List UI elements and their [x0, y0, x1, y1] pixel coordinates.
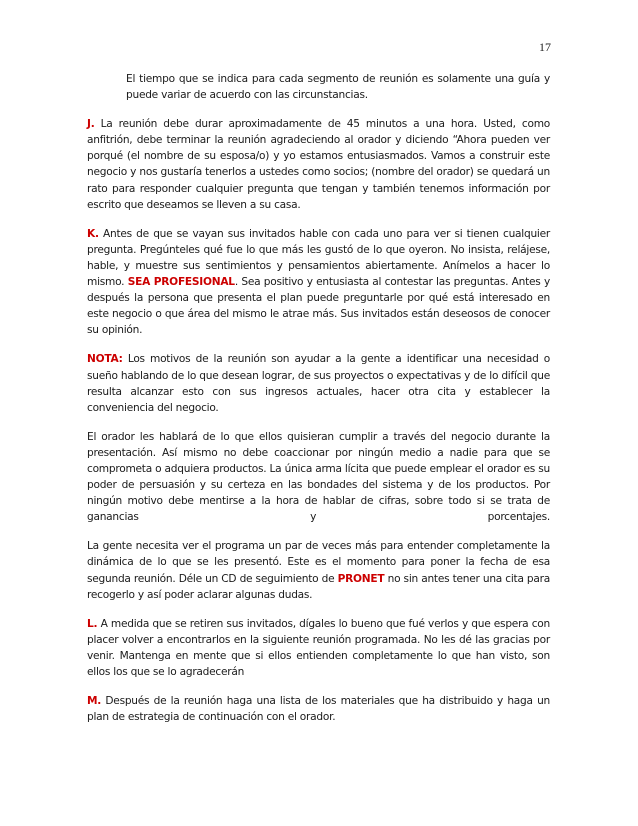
- section-label-m: M.: [87, 695, 102, 708]
- pronet-brand: PRONET: [337, 572, 385, 585]
- sea-profesional-emphasis: SEA PROFESIONAL: [127, 276, 235, 289]
- page-number: 17: [539, 40, 551, 54]
- intro-paragraph: El tiempo que se indica para cada segmento de reunión es solamente una guía y puede variar de acuerdo con las circunstancias.: [126, 73, 550, 102]
- paragraph-l: [87, 616, 550, 680]
- nota-label: NOTA:: [87, 353, 123, 366]
- paragraph-gente: [87, 538, 550, 602]
- paragraph-nota: [87, 351, 550, 415]
- paragraph-j-text: La reunión debe durar aproximadamente de 45 minutos a una hora. Usted, como anfitrión, debe terminar la reunión agradeciendo al orador y diciendo “Ahora pueden ver porqué (el nombre de su esposa/o) y yo estamos entusiasmados. Vamos a construir este negocio y nos gustaría tenerlos a ustedes como socios; (nombre del orador) se quedará un rato para responder cualquier pregunta que tengan y también tenemos información por escrito que deseamos se lleven a su casa.: [87, 118, 550, 211]
- paragraph-j: [87, 116, 550, 213]
- paragraph-l-text: A medida que se retiren sus invitados, dígales lo bueno que fué verlos y que espera con placer volver a encontrarlos en la siguiente reunión programada. No les dé las gracias por venir. Mantenga en mente que si ellos entienden completamente lo que han visto, son ellos los que se lo agradecerán: [87, 617, 550, 678]
- section-label-l: L.: [87, 617, 98, 630]
- paragraph-k-text-before: Antes de que se vayan sus invitados hable con cada uno para ver si tienen cualquier pregunta. Pregúnteles qué fue lo que más les gustó de lo que oyeron. No insista, relájese, hable, y muestre sus sentimientos y pensamientos abiertamente. Anímelos a hacer lo mismo.: [87, 227, 550, 289]
- document-body: [87, 71, 550, 725]
- paragraph-orador: El orador les hablará de lo que ellos quisieran cumplir a través del negocio durante la presentación. Así mismo no debe coaccionar por ningún medio a nadie para que se comprometa o adquiera productos. La única arma lícita que puede emplear el orador es su poder de persuasión y su certeza en las bondades del sistema y de los productos. Por ningún motivo debe mentirse a la hora de hablar de cifras, sobre todo si se trata de ganancias y porcentajes.: [87, 430, 550, 524]
- section-label-k: K.: [87, 227, 99, 240]
- paragraph-gente-text-before: La gente necesita ver el programa un par de veces más para entender completamente la dinámica de lo que se les presentó. Este es el momento para poner la fecha de esa segunda reunión. Déle un CD de seguimiento de: [87, 540, 550, 585]
- paragraph-k: [87, 226, 550, 339]
- paragraph-k-text-after: . Sea positivo y entusiasta al contestar las preguntas. Antes y después la persona que presenta el plan puede preguntarle por qué está interesado en este negocio o que área del mismo le atrae más. Sus invitados están deseosos de conocer su opinión.: [87, 276, 551, 337]
- paragraph-nota-text: Los motivos de la reunión son ayudar a la gente a identificar una necesidad o sueño hablando de lo que desean lograr, de sus proyectos o expectativas y de lo difícil que resulta alcanzar esto con sus ingresos actuales, hacer otra cita y establecer la conveniencia del negocio.: [87, 353, 550, 414]
- paragraph-m: [87, 693, 550, 725]
- paragraph-m-text: Después de la reunión haga una lista de los materiales que ha distribuido y haga un plan de estrategia de continuación con el orador.: [87, 695, 550, 724]
- section-label-j: J.: [87, 118, 95, 131]
- paragraph-gente-text-after: no sin antes tener una cita para recogerlo y así poder aclarar algunas dudas.: [87, 572, 550, 601]
